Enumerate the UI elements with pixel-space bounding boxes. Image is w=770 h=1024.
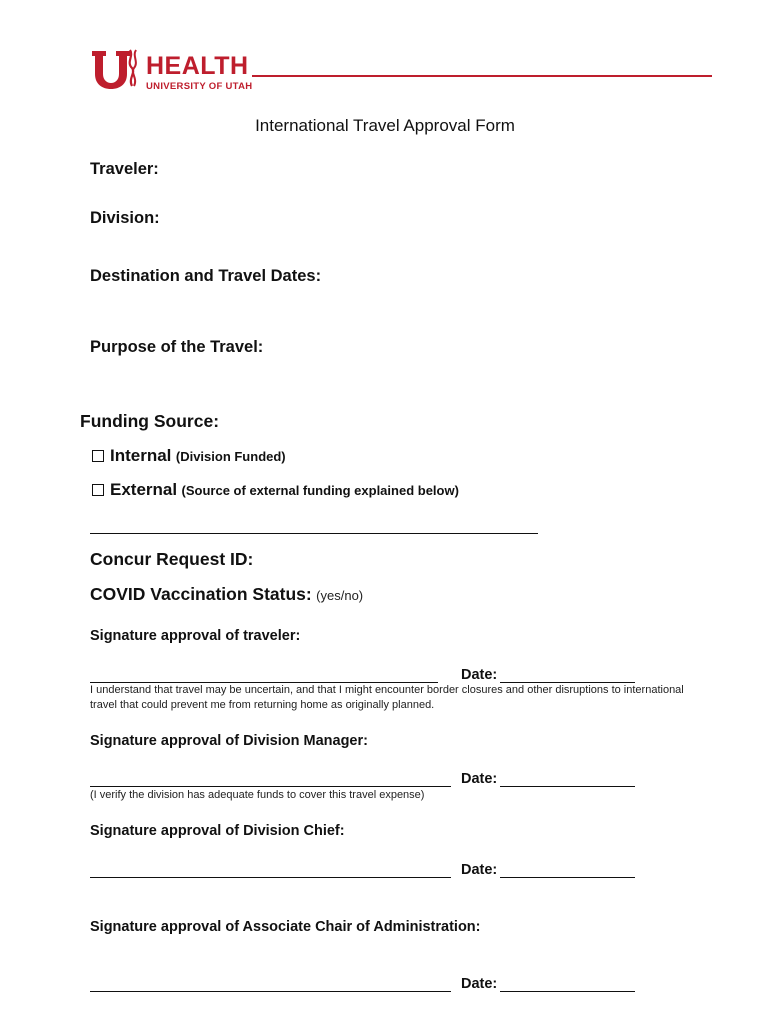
division-manager-date-line[interactable] — [500, 786, 635, 787]
traveler-date-label: Date: — [461, 667, 498, 683]
form-title: International Travel Approval Form — [255, 116, 515, 135]
funding-option-internal[interactable] — [92, 446, 286, 466]
funding-option-external[interactable] — [92, 480, 459, 500]
covid-status-hint: (yes/no) — [316, 588, 364, 603]
purpose-label: Purpose of the Travel: — [90, 338, 264, 356]
external-note: (Source of external funding explained below) — [181, 483, 459, 498]
associate-chair-date-line[interactable] — [500, 991, 635, 992]
division-chief-signature-line[interactable] — [90, 877, 451, 878]
division-chief-date-label: Date: — [461, 862, 498, 878]
external-label: External — [110, 480, 178, 499]
internal-label: Internal — [110, 446, 172, 465]
division-chief-date-line[interactable] — [500, 877, 635, 878]
header-divider — [252, 75, 712, 77]
logo-health-wordmark: HEALTH — [146, 52, 249, 80]
division-label: Division: — [90, 209, 160, 227]
external-checkbox[interactable] — [92, 484, 104, 496]
funding-source-label: Funding Source: — [80, 411, 220, 431]
division-manager-disclaimer: (I verify the division has adequate funds to cover this travel expense) — [90, 789, 425, 801]
university-of-utah-logo-mark — [90, 48, 140, 90]
division-manager-signature-label: Signature approval of Division Manager: — [90, 733, 368, 749]
external-funding-explanation-line[interactable] — [90, 533, 538, 534]
traveler-signature-label: Signature approval of traveler: — [90, 628, 301, 644]
concur-request-id-label: Concur Request ID: — [90, 549, 254, 569]
destination-dates-label: Destination and Travel Dates: — [90, 267, 322, 285]
division-manager-signature-line[interactable] — [90, 786, 451, 787]
division-chief-signature-label: Signature approval of Division Chief: — [90, 823, 345, 839]
associate-chair-date-label: Date: — [461, 976, 498, 992]
internal-note: (Division Funded) — [175, 449, 286, 464]
associate-chair-signature-line[interactable] — [90, 991, 451, 992]
traveler-label: Traveler: — [90, 160, 159, 178]
internal-checkbox[interactable] — [92, 450, 104, 462]
covid-status-row — [90, 584, 363, 605]
division-manager-date-label: Date: — [461, 771, 498, 787]
logo-university-name: UNIVERSITY OF UTAH — [146, 81, 253, 92]
traveler-disclaimer: I understand that travel may be uncertain, and that I might encounter border closures and other disruptions to international travel that could prevent me from returning home as originally planned. — [90, 684, 684, 711]
associate-chair-signature-label: Signature approval of Associate Chair of Administration: — [90, 919, 481, 935]
covid-status-label: COVID Vaccination Status: — [90, 584, 312, 604]
